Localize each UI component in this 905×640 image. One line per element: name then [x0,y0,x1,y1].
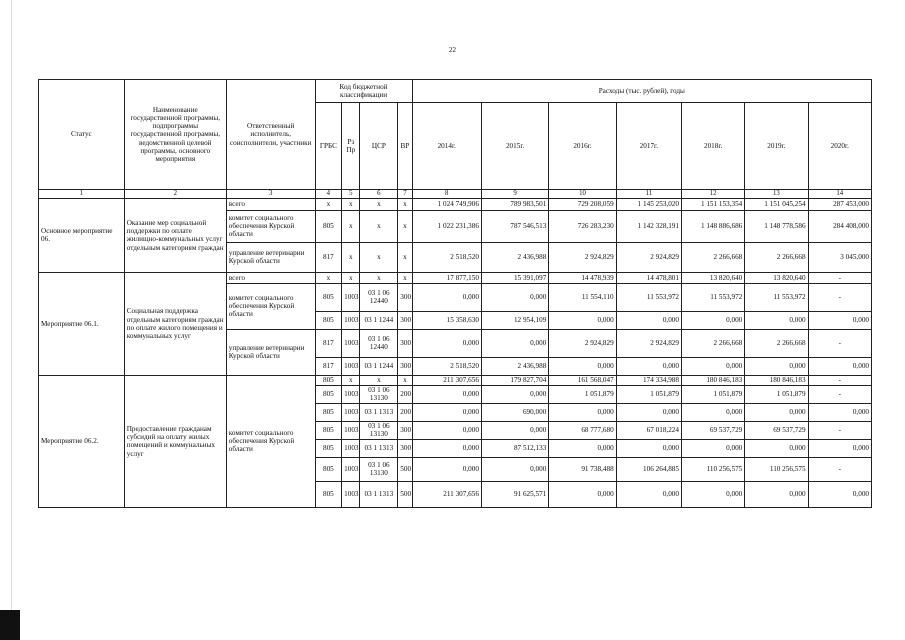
header-year: 2014г. [412,103,481,190]
rzpr-cell: 1003 [342,457,360,481]
value-cell: 2 924,829 [549,242,616,272]
value-cell: 0,000 [412,329,481,357]
value-cell: 211 307,656 [412,481,481,507]
value-cell: 1 145 253,020 [616,198,681,210]
vr-cell: 300 [398,421,412,439]
value-cell: 179 827,704 [481,375,548,385]
column-number: 14 [808,190,871,199]
value-cell: 69 537,729 [681,421,744,439]
value-cell: 690,000 [481,403,548,421]
value-cell: 0,000 [616,357,681,375]
value-cell: 0,000 [412,283,481,311]
vr-cell: x [398,375,412,385]
value-cell: 0,000 [616,481,681,507]
value-cell: 287 453,000 [808,198,871,210]
vr-cell: 300 [398,329,412,357]
column-number: 5 [342,190,360,199]
value-cell: 110 256,575 [745,457,808,481]
vr-cell: x [398,272,412,283]
value-cell: 2 266,668 [745,242,808,272]
value-cell: 0,000 [745,311,808,329]
rzpr-cell: 1003 [342,357,360,375]
value-cell: 726 283,230 [549,210,616,242]
value-cell: 0,000 [481,457,548,481]
grbs-cell: 805 [315,210,342,242]
value-cell: 180 846,183 [745,375,808,385]
responsible-cell: комитет социального обеспечения Курской области [226,375,315,507]
csr-cell: x [360,210,398,242]
value-cell: 0,000 [616,311,681,329]
vr-cell: x [398,198,412,210]
header-responsible: Ответственный исполнитель, соисполнители, участники [226,80,315,190]
grbs-cell: 805 [315,283,342,311]
status-cell: Мероприятие 06.1. [39,272,125,375]
value-cell: 180 846,183 [681,375,744,385]
value-cell: 87 512,133 [481,439,548,457]
vr-cell: 300 [398,311,412,329]
header-year: 2020г. [808,103,871,190]
value-cell: 0,000 [549,311,616,329]
value-cell: 0,000 [808,403,871,421]
grbs-cell: 805 [315,311,342,329]
column-number: 7 [398,190,412,199]
rzpr-cell: 1003 [342,403,360,421]
value-cell: 110 256,575 [681,457,744,481]
value-cell: - [808,329,871,357]
value-cell: - [808,385,871,403]
value-cell: 2 266,668 [681,329,744,357]
vr-cell: 300 [398,439,412,457]
csr-cell: 03 1 1244 [360,357,398,375]
column-number: 6 [360,190,398,199]
value-cell: 11 553,972 [616,283,681,311]
value-cell: - [808,272,871,283]
value-cell: 0,000 [808,439,871,457]
value-cell: 13 820,640 [681,272,744,283]
value-cell: 106 264,885 [616,457,681,481]
value-cell: 0,000 [481,385,548,403]
status-cell: Основное мероприятие 06. [39,198,125,272]
csr-cell: 03 1 1244 [360,311,398,329]
header-expenses: Расходы (тыс. рублей), годы [412,80,871,103]
value-cell: 0,000 [412,439,481,457]
value-cell: 1 051,879 [745,385,808,403]
value-cell: 0,000 [681,311,744,329]
value-cell: 1 024 749,906 [412,198,481,210]
csr-cell: 03 1 06 13130 [360,385,398,403]
csr-cell: 03 1 06 12440 [360,283,398,311]
value-cell: 3 045,000 [808,242,871,272]
value-cell: 0,000 [681,439,744,457]
rzpr-cell: 1003 [342,329,360,357]
value-cell: 2 266,668 [745,329,808,357]
value-cell: 1 148 778,586 [745,210,808,242]
csr-cell: x [360,242,398,272]
value-cell: 2 436,988 [481,357,548,375]
value-cell: 0,000 [616,403,681,421]
rzpr-cell: x [342,198,360,210]
header-rzpr: Рз Пр [342,103,360,190]
header-year: 2018г. [681,103,744,190]
value-cell: 0,000 [412,403,481,421]
value-cell: 789 983,501 [481,198,548,210]
header-status: Статус [39,80,125,190]
csr-cell: 03 1 1313 [360,481,398,507]
header-year: 2019г. [745,103,808,190]
header-grbs: ГРБС [315,103,342,190]
value-cell: 211 307,656 [412,375,481,385]
value-cell: 2 518,520 [412,242,481,272]
value-cell: 69 537,729 [745,421,808,439]
value-cell: 0,000 [549,481,616,507]
column-number: 8 [412,190,481,199]
value-cell: 13 820,640 [745,272,808,283]
value-cell: - [808,457,871,481]
value-cell: 68 777,680 [549,421,616,439]
budget-table [38,79,872,508]
value-cell: 0,000 [808,357,871,375]
value-cell: 67 018,224 [616,421,681,439]
scan-edge [0,0,12,640]
header-year: 2017г. [616,103,681,190]
vr-cell: 200 [398,385,412,403]
value-cell: 0,000 [808,481,871,507]
value-cell: 91 625,571 [481,481,548,507]
value-cell: 0,000 [412,421,481,439]
name-cell: Предоставление гражданам субсидий на оплату жилых помещений и коммунальных услуг [124,375,226,507]
header-name: Наименование государственной программы, подпрограммы государственной программы, ведомственной целевой программы, основного мероприятия [124,80,226,190]
column-number: 13 [745,190,808,199]
value-cell: 11 554,110 [549,283,616,311]
value-cell: 1 148 886,686 [681,210,744,242]
value-cell: 0,000 [549,439,616,457]
value-cell: 2 266,668 [681,242,744,272]
value-cell: 0,000 [549,357,616,375]
value-cell: 284 408,000 [808,210,871,242]
value-cell: - [808,283,871,311]
value-cell: 15 391,097 [481,272,548,283]
csr-cell: x [360,375,398,385]
value-cell: 11 553,972 [745,283,808,311]
value-cell: 2 924,829 [616,329,681,357]
column-number: 1 [39,190,125,199]
value-cell: 729 208,059 [549,198,616,210]
value-cell: - [808,421,871,439]
value-cell: 14 478,939 [549,272,616,283]
value-cell: 1 142 328,191 [616,210,681,242]
value-cell: 1 151 153,354 [681,198,744,210]
value-cell: 2 924,829 [549,329,616,357]
grbs-cell: 805 [315,457,342,481]
table-row [39,375,872,385]
value-cell: 0,000 [808,311,871,329]
value-cell: - [808,375,871,385]
csr-cell: 03 1 1313 [360,403,398,421]
value-cell: 14 478,801 [616,272,681,283]
rzpr-cell: 1003 [342,421,360,439]
grbs-cell: 805 [315,421,342,439]
value-cell: 0,000 [412,457,481,481]
csr-cell: x [360,272,398,283]
header-year: 2016г. [549,103,616,190]
value-cell: 91 738,488 [549,457,616,481]
responsible-cell: управление ветеринарии Курской области [226,242,315,272]
table-body [39,198,872,507]
grbs-cell: 805 [315,375,342,385]
vr-cell: 200 [398,403,412,421]
value-cell: 0,000 [745,439,808,457]
column-number: 12 [681,190,744,199]
value-cell: 0,000 [412,385,481,403]
rzpr-cell: x [342,375,360,385]
scan-shadow [0,610,20,640]
value-cell: 2 518,520 [412,357,481,375]
grbs-cell: x [315,272,342,283]
value-cell: 0,000 [745,481,808,507]
rzpr-cell: 1003 [342,481,360,507]
value-cell: 17 877,150 [412,272,481,283]
value-cell: 0,000 [481,329,548,357]
column-number: 9 [481,190,548,199]
grbs-cell: 805 [315,385,342,403]
rzpr-cell: 1003 [342,283,360,311]
rzpr-cell: 1003 [342,439,360,457]
value-cell: 2 436,988 [481,242,548,272]
value-cell: 0,000 [745,403,808,421]
value-cell: 15 358,630 [412,311,481,329]
rzpr-cell: 1003 [342,311,360,329]
value-cell: 0,000 [481,421,548,439]
table-row [39,272,872,283]
vr-cell: x [398,210,412,242]
responsible-cell: всего [226,272,315,283]
status-cell: Мероприятие 06.2. [39,375,125,507]
responsible-cell: всего [226,198,315,210]
rzpr-cell: x [342,242,360,272]
vr-cell: 500 [398,457,412,481]
grbs-cell: 805 [315,481,342,507]
value-cell: 1 051,879 [549,385,616,403]
grbs-cell: 805 [315,403,342,421]
header-budget-code: Код бюджетной классификации [315,80,412,103]
table-row [39,198,872,210]
value-cell: 0,000 [481,283,548,311]
name-cell: Оказание мер социальной поддержки по оплате жилищно-коммунальных услуг отдельным категориям граждан [124,198,226,272]
value-cell: 1 022 231,386 [412,210,481,242]
value-cell: 1 151 045,254 [745,198,808,210]
value-cell: 0,000 [681,403,744,421]
vr-cell: 500 [398,481,412,507]
value-cell: 0,000 [549,403,616,421]
rzpr-cell: x [342,272,360,283]
page-number: 22 [449,46,456,54]
csr-cell: 03 1 06 12440 [360,329,398,357]
vr-cell: 300 [398,283,412,311]
responsible-cell: управление ветеринарии Курской области [226,329,315,375]
responsible-cell: комитет социального обеспечения Курской области [226,210,315,242]
vr-cell: x [398,242,412,272]
column-number: 11 [616,190,681,199]
grbs-cell: 817 [315,242,342,272]
value-cell: 0,000 [681,357,744,375]
vr-cell: 300 [398,357,412,375]
value-cell: 11 553,972 [681,283,744,311]
csr-cell: 03 1 06 13130 [360,457,398,481]
csr-cell: 03 1 06 13130 [360,421,398,439]
value-cell: 0,000 [616,439,681,457]
grbs-cell: x [315,198,342,210]
column-number: 10 [549,190,616,199]
name-cell: Социальная поддержка отдельным категориям граждан по оплате жилого помещения и коммунальных услуг [124,272,226,375]
csr-cell: x [360,198,398,210]
header-vr: ВР [398,103,412,190]
value-cell: 1 051,879 [681,385,744,403]
column-number-row [39,190,872,199]
column-number: 3 [226,190,315,199]
value-cell: 0,000 [745,357,808,375]
responsible-cell: комитет социального обеспечения Курской области [226,283,315,329]
column-number: 2 [124,190,226,199]
header-csr: ЦСР [360,103,398,190]
csr-cell: 03 1 1313 [360,439,398,457]
value-cell: 2 924,829 [616,242,681,272]
column-number: 4 [315,190,342,199]
grbs-cell: 817 [315,357,342,375]
value-cell: 161 568,047 [549,375,616,385]
grbs-cell: 805 [315,439,342,457]
value-cell: 0,000 [681,481,744,507]
grbs-cell: 817 [315,329,342,357]
rzpr-cell: x [342,210,360,242]
value-cell: 174 334,988 [616,375,681,385]
value-cell: 12 954,109 [481,311,548,329]
rzpr-cell: 1003 [342,385,360,403]
header-year: 2015г. [481,103,548,190]
value-cell: 1 051,879 [616,385,681,403]
value-cell: 787 546,513 [481,210,548,242]
